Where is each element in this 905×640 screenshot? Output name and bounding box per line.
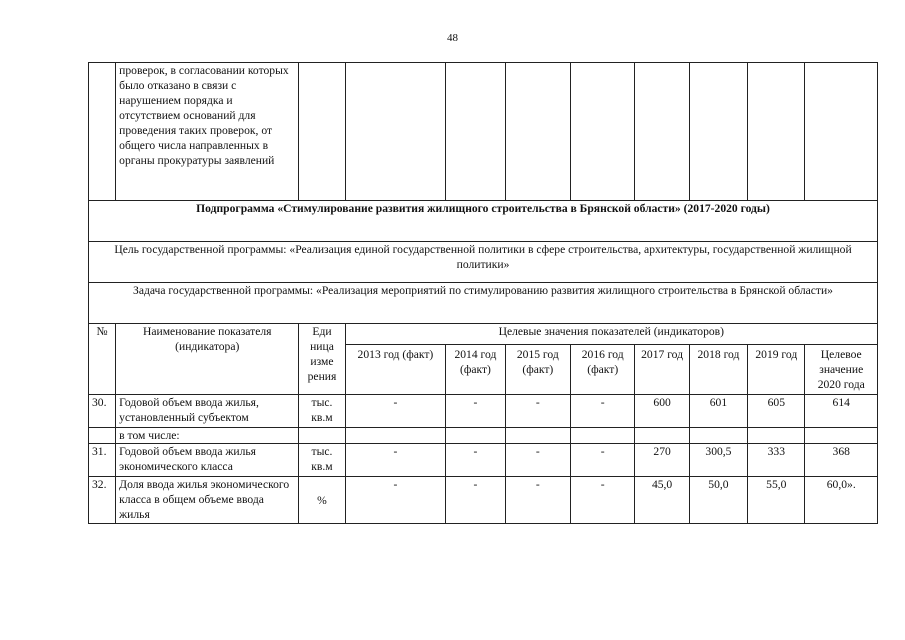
row-num: 31. — [89, 444, 116, 477]
header-year: 2016 год (факт) — [571, 345, 635, 395]
row-unit: % — [299, 477, 345, 524]
subprogram-row — [89, 201, 878, 242]
prev-row-text: проверок, в согласовании которых было отказано в связи с нарушением порядка и отсутствием оснований для проведения таких проверок, от общего числа направленных в органы прокуратуры заявлений — [116, 63, 299, 201]
subprogram-title: Подпрограмма «Стимулирование развития жилищного строительства в Брянской области» (2017-2020 годы) — [89, 201, 878, 242]
row-value: - — [345, 477, 446, 524]
row-value: 55,0 — [748, 477, 805, 524]
row-value: - — [571, 395, 635, 428]
row-num: 30. — [89, 395, 116, 428]
row-value: - — [345, 395, 446, 428]
row-value: - — [505, 395, 570, 428]
header-year: Целевое значение 2020 года — [805, 345, 878, 395]
row-value: 60,0». — [805, 477, 878, 524]
table-row — [89, 477, 878, 524]
row-value: - — [571, 477, 635, 524]
row-value: 600 — [635, 395, 689, 428]
row-value: 333 — [748, 444, 805, 477]
table-row — [89, 444, 878, 477]
row-value: 270 — [635, 444, 689, 477]
row-name: Доля ввода жилья экономического класса в общем объеме ввода жилья — [116, 477, 299, 524]
row-value: 601 — [689, 395, 747, 428]
table-row — [89, 395, 878, 428]
row-value: 300,5 — [689, 444, 747, 477]
row-value: - — [345, 444, 446, 477]
goal-row — [89, 242, 878, 283]
row-value: 45,0 — [635, 477, 689, 524]
header-year: 2018 год — [689, 345, 747, 395]
row-name: в том числе: — [116, 428, 299, 444]
row-num: 32. — [89, 477, 116, 524]
row-value: - — [446, 477, 505, 524]
prev-indicator-row — [89, 63, 878, 201]
header-name: Наименование показателя (индикатора) — [116, 324, 299, 395]
row-value: - — [505, 477, 570, 524]
row-value: - — [571, 444, 635, 477]
row-unit: тыс. кв.м — [299, 444, 345, 477]
indicators-table — [88, 62, 878, 524]
header-year: 2014 год (факт) — [446, 345, 505, 395]
row-unit: тыс. кв.м — [299, 395, 345, 428]
task-row — [89, 283, 878, 324]
table-row — [89, 428, 878, 444]
header-unit: Еди ница изме рения — [299, 324, 345, 395]
header-row-1 — [89, 324, 878, 345]
row-value: 605 — [748, 395, 805, 428]
row-value: - — [446, 395, 505, 428]
header-year: 2019 год — [748, 345, 805, 395]
row-value: 614 — [805, 395, 878, 428]
row-value: 368 — [805, 444, 878, 477]
row-unit — [299, 428, 345, 444]
row-name: Годовой объем ввода жилья экономического класса — [116, 444, 299, 477]
header-year: 2017 год — [635, 345, 689, 395]
row-value: 50,0 — [689, 477, 747, 524]
goal-text: Цель государственной программы: «Реализация единой государственной политики в сфере строительства, архитектуры, государственной жилищной политики» — [89, 242, 878, 283]
task-text: Задача государственной программы: «Реализация мероприятий по стимулированию развития жилищного строительства в Брянской области» — [89, 283, 878, 324]
row-value: - — [505, 444, 570, 477]
header-target-values: Целевые значения показателей (индикаторов) — [345, 324, 877, 345]
row-value: - — [446, 444, 505, 477]
row-num — [89, 428, 116, 444]
header-year: 2015 год (факт) — [505, 345, 570, 395]
page-number: 48 — [447, 32, 458, 44]
header-year: 2013 год (факт) — [345, 345, 446, 395]
header-num: № — [89, 324, 116, 395]
row-name: Годовой объем ввода жилья, установленный субъектом — [116, 395, 299, 428]
